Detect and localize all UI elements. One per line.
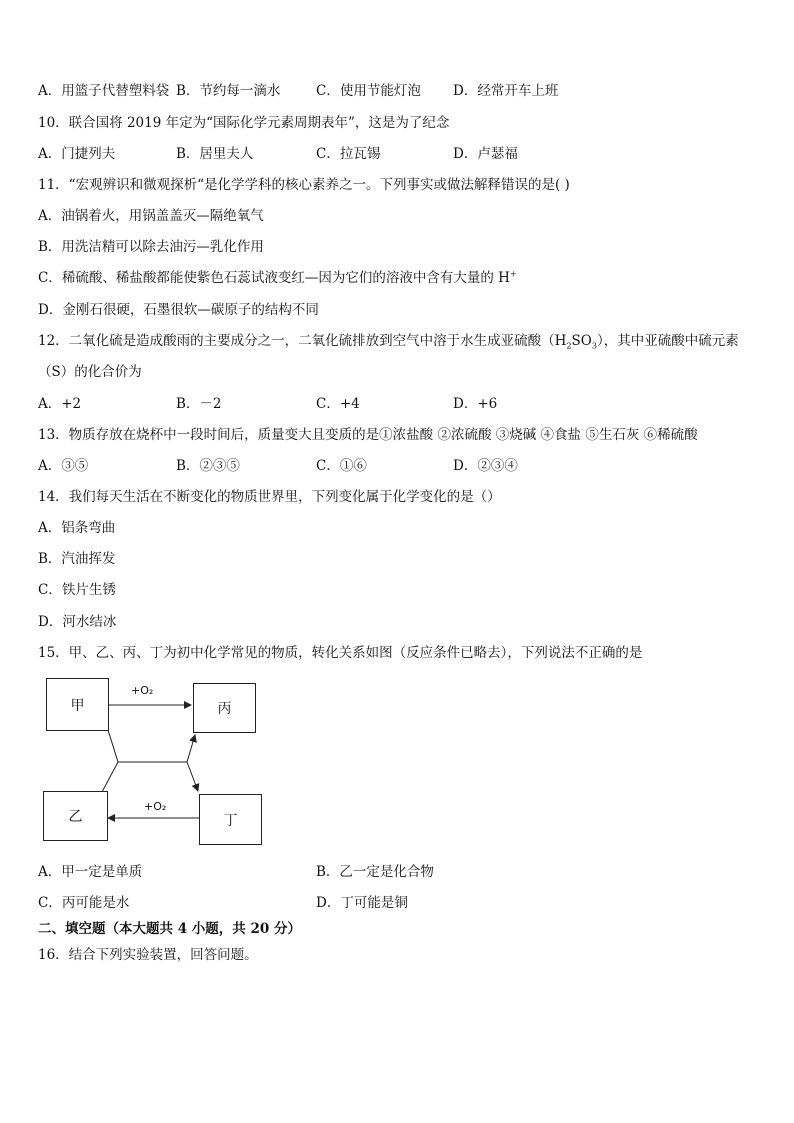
- q15-option-c: C．丙可能是水: [38, 895, 130, 911]
- q12-option-c: C．+4: [316, 396, 360, 412]
- q15-option-d: D．丁可能是铜: [316, 895, 408, 911]
- arrow-to-bing: [187, 735, 195, 762]
- connector-yi-up: [102, 762, 118, 792]
- q16-stem: 16．结合下列实验装置，回答问题。: [38, 947, 258, 963]
- q11-stem: 11．“宏观辨识和微观探析“是化学学科的核心素养之一。下列事实或做法解释错误的是( ): [38, 177, 570, 193]
- label-bottom-o2: +O₂: [144, 800, 167, 813]
- q13-option-c: C．①⑥: [316, 458, 367, 474]
- q12-sub-2: 3: [591, 341, 597, 351]
- q14-stem: 14．我们每天生活在不断变化的物质世界里，下列变化属于化学变化的是（）: [38, 489, 501, 505]
- q12-stem-post: ），其中亚硫酸中硫元素: [596, 333, 739, 349]
- q14-option-b: B．汽油挥发: [38, 551, 116, 567]
- q9-option-b: B．节约每一滴水: [176, 83, 281, 99]
- diagram-box-bing: 丙: [193, 683, 256, 733]
- q15-option-b: B．乙一定是化合物: [316, 864, 434, 880]
- q10-option-b: B．居里夫人: [176, 146, 254, 162]
- diagram-box-yi: 乙: [43, 791, 108, 841]
- connector-jia-down: [108, 730, 118, 762]
- q12-sub-1: 2: [566, 341, 572, 351]
- arrow-to-ding: [187, 762, 198, 791]
- q12-stem-line2: （S）的化合价为: [38, 364, 142, 380]
- q10-stem: 10．联合国将 2019 年定为“国际化学元素周期表年”，这是为了纪念: [38, 115, 450, 131]
- q13-stem: 13．物质存放在烧杯中一段时间后，质量变大且变质的是①浓盐酸 ②浓硫酸 ③烧碱 ④食盐 ⑤生石灰 ⑥稀硫酸: [38, 427, 698, 443]
- q12-option-a: A．+2: [38, 396, 82, 412]
- q9-option-d: D．经常开车上班: [453, 83, 559, 99]
- q11-option-d: D．金刚石很硬，石墨很软—碳原子的结构不同: [38, 302, 319, 318]
- q10-option-c: C．拉瓦锡: [316, 146, 381, 162]
- q13-option-a: A．③⑤: [38, 458, 89, 474]
- q11-option-b: B．用洗洁精可以除去油污—乳化作用: [38, 239, 264, 255]
- q10-option-d: D．卢瑟福: [453, 146, 518, 162]
- q14-option-a: A．铝条弯曲: [38, 520, 116, 536]
- q12-option-b: B．－2: [176, 396, 222, 412]
- q15-option-a: A．甲一定是单质: [38, 864, 143, 880]
- q14-option-d: D．河水结冰: [38, 614, 117, 630]
- q11-option-c-superscript: +: [509, 269, 517, 279]
- q13-option-d: D．②③④: [453, 458, 518, 474]
- q9-option-a: A．用篮子代替塑料袋: [38, 83, 170, 99]
- q11-option-c-text: C．稀硫酸、稀盐酸都能使紫色石蕊试液变红—因为它们的溶液中含有大量的 H: [38, 270, 510, 286]
- q14-option-c: C．铁片生锈: [38, 582, 116, 598]
- q10-option-a: A．门捷列夫: [38, 146, 116, 162]
- q13-option-b: B．②③⑤: [176, 458, 240, 474]
- section-2-title: 二、填空题（本大题共 4 小题，共 20 分）: [38, 921, 301, 937]
- q12-stem-mid: SO: [571, 333, 592, 349]
- q9-option-c: C．使用节能灯泡: [316, 83, 421, 99]
- diagram-box-jia: 甲: [46, 678, 109, 731]
- diagram-box-ding: 丁: [199, 794, 262, 845]
- q12-option-d: D．+6: [453, 396, 498, 412]
- q11-option-a: A．油锅着火，用锅盖盖灭—隔绝氧气: [38, 208, 264, 224]
- q15-stem: 15．甲、乙、丙、丁为初中化学常见的物质，转化关系如图（反应条件已略去），下列说法不正确的是: [38, 645, 643, 661]
- label-top-o2: +O₂: [131, 684, 154, 697]
- q12-stem-pre: 12．二氧化硫是造成酸雨的主要成分之一，二氧化硫排放到空气中溶于水生成亚硫酸（H: [38, 333, 567, 349]
